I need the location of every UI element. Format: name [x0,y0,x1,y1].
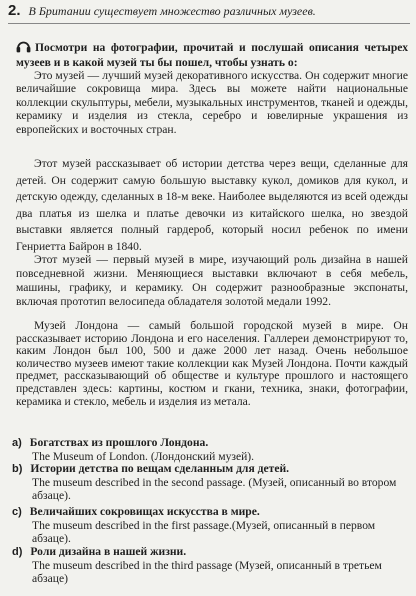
option-a [12,436,408,463]
option-d-letter: d) [12,546,23,558]
option-c [12,505,408,545]
instruction-text: Посмотри на фотографии, прочитай и послушай описания четырех музеев и в какой музей ты бы пошел, чтобы узнать о: [16,41,408,69]
exercise-number: 2. [8,2,21,19]
option-b-title: Истории детства по вещам сделанным для детей. [30,462,290,475]
paragraph-2 [16,156,408,255]
instruction [16,40,408,69]
header-rule [8,23,410,24]
option-b [12,462,408,502]
option-a-letter: a) [12,437,22,449]
headphones-icon [16,40,31,56]
option-d [12,545,408,585]
paragraph-2-text: Этот музей рассказывает об истории детства через вещи, сделанные для детей. Он содержит самую большую выставку кукол, домиков для кукол, и детскую одежду, сделанных в 18-м веке. Наиболее выделяются из всей одежды два платья из шелка и платье девочки из китайского шелка, но звездой выставки является полный гардероб, который носил ребенок по имени Генриетта Байрон в 1840. [16,157,408,253]
paragraph-1 [16,69,408,136]
option-b-letter: b) [12,463,23,475]
paragraph-1-text: Это музей — лучший музей декоративного искусства. Он содержит многие величайшие сокровища мира. Здесь вы можете найти национальные коллекции скульптуры, мебели, музыкальных инструментов, тканей и одежды, керамику и изделия из стекла, серебро и ювелирные украшения из европейских и восточных стран. [16,69,408,136]
option-b-answer: The museum described in the second passage. (Музей, описанный во втором абзаце). [32,476,397,502]
paragraph-3 [16,253,408,309]
paragraph-3-text: Этот музей — первый музей в мире, изучающий роль дизайна в нашей повседневной жизни. Меняющиеся выставки включают в себя мебель, машины, графику, и керамику. Он содержит разнообразные экспонаты, включая прототип велосипеда обладателя золотой медали 1992. [16,253,408,308]
option-d-answer: The museum described in the third passage (Музей, описанный в третьем абзаце) [32,559,382,585]
exercise-title: В Британии существует множество различных музеев. [28,4,316,18]
exercise-header [8,2,410,22]
option-c-answer: The museum described in the first passage.(Музей, описанный в первом абзаце). [32,519,376,545]
option-a-title: Богатствах из прошлого Лондона. [29,436,209,449]
paragraph-4-text: Музей Лондона — самый большой городской музей в мире. Он рассказывает историю Лондона и его населения. Галлереи демонстрируют то, каким Лондон был 100, 500 и даже 2000 лет назад. Очень небольшое количество музеев имеют такие коллекции как Музей Лондона. Почти каждый предмет, рассказывающий об обществе и культуре прошлого и настоящего представлен здесь: картины, костюм и гкани, техника, знаки, фотографии, керамика и стекло, мебель и изделия из метала. [16,319,408,408]
option-c-title: Величайших сокровищах искусства в мире. [29,505,260,518]
option-a-answer: The Museum of London. (Лондонский музей). [32,450,255,463]
paragraph-4 [16,320,408,408]
option-d-title: Роли дизайна в нашей жизни. [30,545,187,558]
option-c-letter: c) [12,506,22,518]
